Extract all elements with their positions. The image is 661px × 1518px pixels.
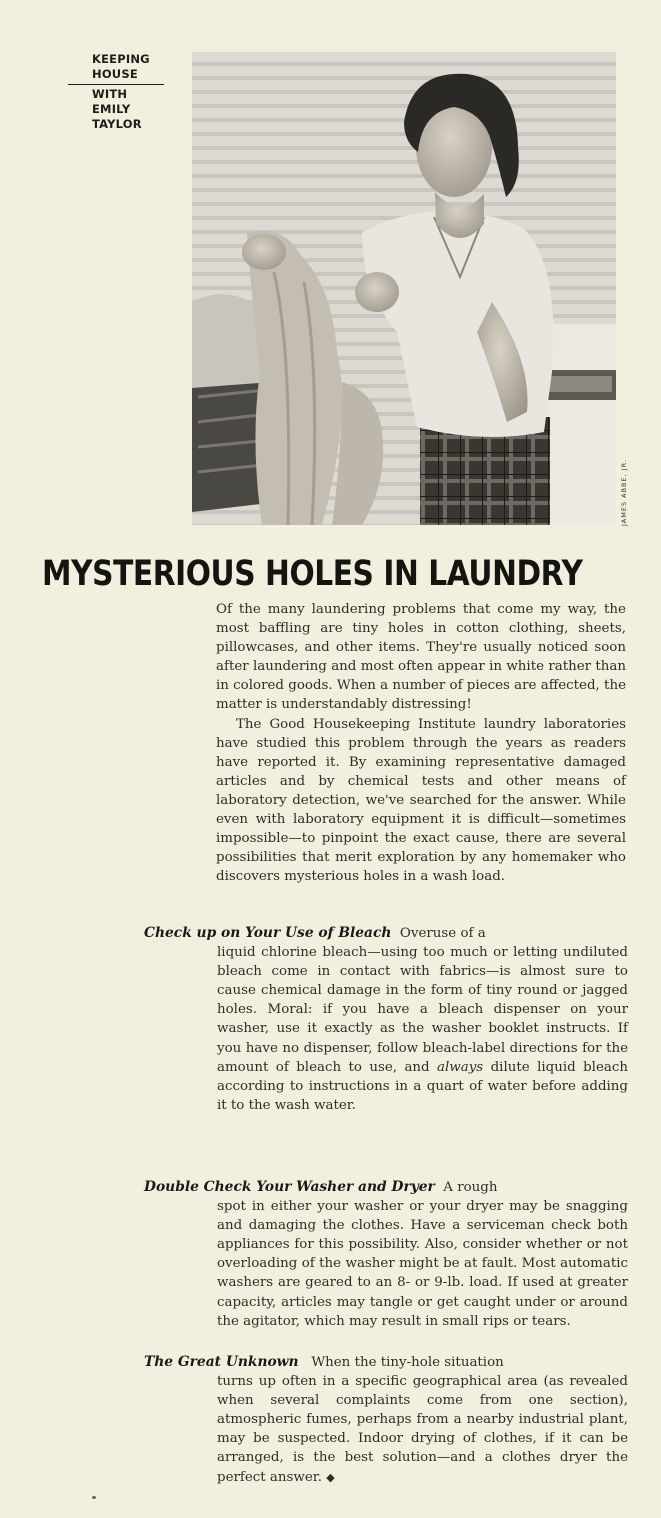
section-body	[217, 943, 628, 1115]
emphasis-text: always	[437, 1059, 484, 1075]
headline: MYSTERIOUS HOLES IN LAUNDRY	[42, 554, 583, 594]
section-lead-text: When the tiny-hole situation	[311, 1355, 504, 1370]
intro-paragraph: Of the many laundering problems that come my way, the most baffling are tiny holes in cotton clothing, sheets, pillowcases, and other items. They're usually noticed soon after laundering and most often appear in white rather than in colored goods. When a number of pieces are affected, the matter is understandably distressing!	[216, 602, 626, 713]
column-tag	[68, 52, 164, 132]
end-mark-icon: ◆	[326, 1470, 335, 1484]
section-text: liquid chlorine bleach—using too much or letting undiluted bleach come in contact with fabrics—is almost sure to cause chemical damage in the form of tiny round or jagged holes. Moral: if you have a bleach dispenser on your washer, use it exactly as the washer booklet instructs. If you have no dispenser, follow bleach-label directions for the amount of bleach to use, and	[217, 945, 628, 1075]
print-speck	[92, 1496, 96, 1499]
section-washer	[144, 1178, 628, 1331]
column-tag-line: KEEPING	[92, 52, 150, 66]
column-tag-line: WITH	[92, 87, 128, 101]
section-body: spot in either your washer or your dryer may be snagging and damaging the clothes. Have a serviceman check both appliances for this possibility. Also, consider whether or not overloading of the washer might be at fault. Most automatic washers are geared to an 8- or 9-lb. load. If used at greater capacity, articles may tangle or get caught under or around the agitator, which may result in small rips or tears.	[217, 1199, 628, 1329]
woman-inspecting-laundry-photo	[192, 52, 616, 525]
section-unknown	[144, 1353, 628, 1487]
section-text: turns up often in a specific geographical area (as revealed when several complaints come from one section), atmospheric fumes, perhaps from a nearby industrial plant, may be suspected. Indoor drying of clothes, if it can be arranged, is the best solution—and a clothes dryer the perfect answer.	[217, 1374, 628, 1485]
section-lead-text: A rough	[443, 1180, 498, 1195]
section-heading: The Great Unknown	[144, 1354, 299, 1370]
photo-credit: JAMES ABBE, JR.	[620, 458, 628, 526]
section-heading: Check up on Your Use of Bleach	[144, 925, 392, 941]
intro-text	[216, 600, 626, 886]
column-tag-line: TAYLOR	[92, 117, 142, 131]
section-heading: Double Check Your Washer and Dryer	[144, 1179, 435, 1195]
section-bleach	[144, 924, 628, 1115]
section-lead-text: Overuse of a	[399, 926, 486, 941]
section-body	[217, 1372, 628, 1487]
section-text: dilute liquid bleach according to instructions in a quart of water before adding it to the wash water.	[217, 1059, 628, 1113]
column-tag-line: EMILY	[92, 102, 131, 116]
column-tag-line: HOUSE	[92, 67, 138, 81]
column-tag-divider	[68, 84, 164, 85]
intro-paragraph: The Good Housekeeping Institute laundry laboratories have studied this problem through the years as readers have reported it. By examining representative damaged articles and by chemical tests and other means of laboratory detection, we've searched for the answer. While even with laboratory equipment it is difficult—sometimes impossible—to pinpoint the exact cause, there are several possibilities that merit exploration by any homemaker who discovers mysterious holes in a wash load.	[216, 716, 626, 885]
